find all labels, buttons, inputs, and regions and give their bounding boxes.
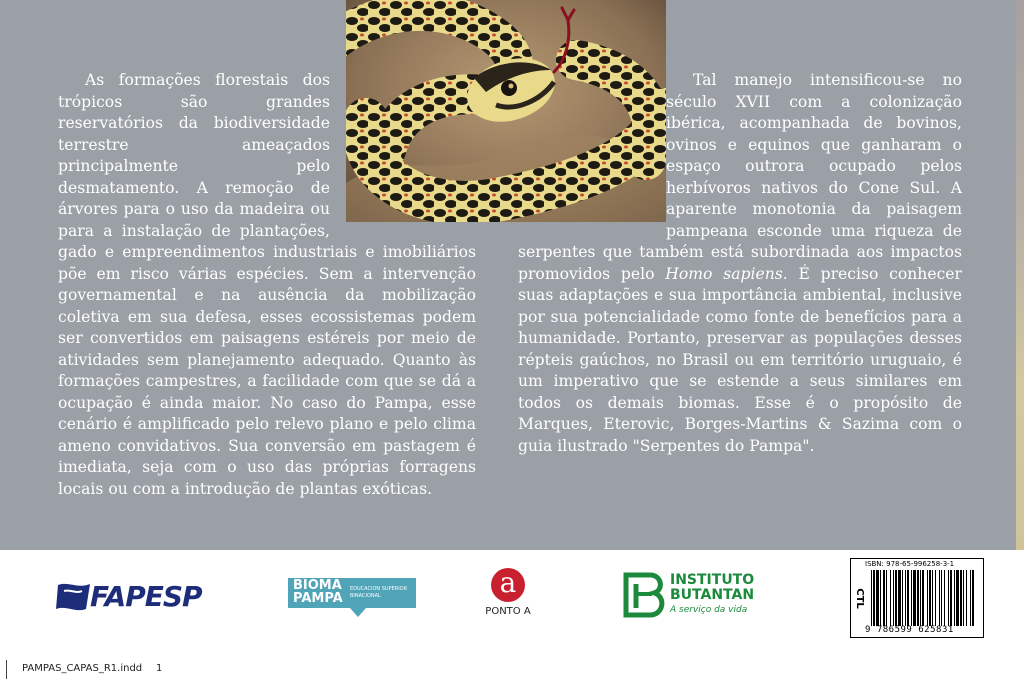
photo-float-spacer-left <box>330 70 476 240</box>
barcode-bar <box>911 570 912 626</box>
ponto-a-logo <box>482 568 542 624</box>
fapesp-logo <box>56 578 216 618</box>
barcode-bar <box>890 570 891 626</box>
spine-edge-strip <box>1016 0 1024 550</box>
right-paragraph-part-2: . É preciso conhecer suas adaptações e sua importância ambiental, inclusive por sua potencialidade como fonte de benefícios para a humanidade. Portanto, preservar as populações desses répteis gaúchos, no Brasil ou em território uruguaio, é um imperativo que se estende a seus similares em todos os demais biomas. Esse é o propósito de Marques, Eterovic, Borges-Martins & Sazima com o guia ilustrado "Serpentes do Pampa". <box>518 264 962 455</box>
barcode-bar <box>941 570 942 626</box>
bioma-title-line2: PAMPA <box>293 591 343 606</box>
barcode-bars <box>871 570 975 626</box>
barcode-bar <box>960 570 962 626</box>
bioma-subtitle-line2: BINACIONAL <box>350 593 381 599</box>
butantan-b-icon <box>622 572 668 618</box>
barcode-bar <box>917 570 919 626</box>
indesign-slug-footer <box>0 660 1024 679</box>
ponto-a-name: PONTO A <box>485 606 531 617</box>
left-text-column <box>58 70 476 500</box>
barcode-bar <box>898 570 901 626</box>
butantan-tagline: A serviço da vida <box>670 605 748 615</box>
bioma-title-line1: BIOMA <box>293 578 342 593</box>
barcode-bar <box>932 570 933 626</box>
barcode-bar <box>970 570 971 626</box>
fapesp-flag-icon <box>56 581 92 613</box>
barcode-bar <box>963 570 964 626</box>
butantan-line2: BUTANTAN <box>670 587 755 603</box>
barcode-bar <box>905 570 906 626</box>
barcode-bar <box>902 570 903 626</box>
barcode-bar <box>956 570 959 626</box>
species-name-italic: Homo sapiens <box>665 264 783 283</box>
bioma-pampa-logo <box>288 578 416 618</box>
bioma-subtitle-line1: EDUCACION SUPERIOR <box>350 586 408 592</box>
isbn-number: ISBN: 978-65-996258-3-1 <box>865 560 955 568</box>
barcode-bar <box>920 570 921 626</box>
ponto-a-letter: a <box>499 566 517 599</box>
barcode-bar <box>895 570 897 626</box>
barcode-bar <box>935 570 936 626</box>
slug-filename: PAMPAS_CAPAS_R1.indd <box>22 663 143 674</box>
barcode-bar <box>880 570 881 626</box>
barcode-bar <box>950 570 952 626</box>
barcode-bar <box>939 570 940 626</box>
barcode-bar <box>883 570 885 626</box>
photo-float-spacer-right <box>518 70 666 240</box>
barcode-bar <box>954 570 955 626</box>
barcode-bar <box>948 570 949 626</box>
sponsor-logos-band <box>0 550 1024 660</box>
fapesp-wordmark: FAPESP <box>90 580 202 613</box>
isbn-barcode <box>850 558 984 638</box>
left-paragraph: As formações florestais dos trópicos são grandes reservatórios da biodiversidade terrestre ameaçados principalmente pelo desmatamento. A remoção de árvores para o uso da madeira ou para a instalação de plantações, gado e empreendimentos industriais e imobiliários põe em risco várias espécies. Sem a intervenção governamental e na ausência da mobilização coletiva em sua defesa, esses ecossistemas podem ser convertidos em paisagens estéreis por meio de atividades sem planejamento adequado. Quanto às formações campestres, a facilidade com que se dá a ocupação é ainda maior. No caso do Pampa, esse cenário é amplificado pelo relevo plano e pelo clima ameno convidativos. Sua conversão em pastagem é imediata, seja com o uso das próprias forragens locais ou com a introdução de plantas exóticas. <box>58 71 476 498</box>
right-paragraph-part-1: Tal manejo intensificou-se no século XVII com a colonização ibérica, acompanhada de bovinos, ovinos e equinos que ganharam o espaço outrora ocupado pelos herbívoros nativos do Cone Sul. A aparente monotonia da paisagem pampeana esconde uma riqueza de serpentes que também está subordinada aos impactos promovidos pelo <box>518 71 962 283</box>
barcode-bar <box>972 570 974 626</box>
right-text-column <box>518 70 962 457</box>
barcode-bar <box>886 570 887 626</box>
barcode-bar <box>922 570 924 626</box>
slug-page-number: 1 <box>156 663 163 674</box>
barcode-bar <box>944 570 945 626</box>
barcode-bar <box>873 570 875 626</box>
barcode-digits: 9 786599 625831 <box>865 625 954 635</box>
barcode-bar <box>913 570 916 626</box>
barcode-bar <box>929 570 931 626</box>
barcode-bar <box>871 570 872 626</box>
barcode-bar <box>927 570 928 626</box>
barcode-side-label: CTL <box>853 588 865 609</box>
instituto-butantan-logo <box>622 572 762 620</box>
barcode-bar <box>907 570 909 626</box>
slug-divider <box>6 660 7 679</box>
barcode-bar <box>966 570 967 626</box>
butantan-line1: INSTITUTO <box>670 572 755 588</box>
barcode-bar <box>893 570 894 626</box>
barcode-bar <box>876 570 879 626</box>
